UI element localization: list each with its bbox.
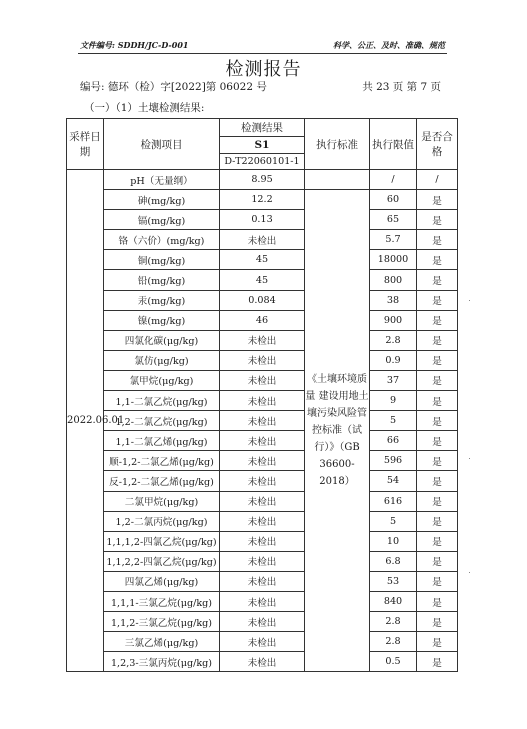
table-row: [67, 391, 458, 411]
pass-cell: /: [417, 170, 458, 190]
pass-cell: 是: [417, 230, 458, 250]
limit-cell: 5.7: [370, 230, 417, 250]
pass-cell: 是: [417, 591, 458, 611]
pass-cell: 是: [417, 632, 458, 652]
limit-cell: 616: [370, 491, 417, 511]
item-cell: 1,2-二氯丙烷(μg/kg): [104, 511, 220, 531]
pass-cell: 是: [417, 370, 458, 390]
table-row: [67, 330, 458, 350]
table-row: [67, 350, 458, 370]
result-cell: 未检出: [220, 230, 305, 250]
sample-id: S1: [220, 137, 305, 154]
pass-cell: 是: [417, 270, 458, 290]
result-cell: 未检出: [220, 491, 305, 511]
pass-cell: 是: [417, 451, 458, 471]
limit-cell: 0.9: [370, 350, 417, 370]
motto: 科学、公正、及时、准确、规范: [333, 40, 445, 50]
table-row: [67, 471, 458, 491]
result-cell: 未检出: [220, 431, 305, 451]
table-row: [67, 230, 458, 250]
limit-cell: 38: [370, 290, 417, 310]
limit-cell: 37: [370, 370, 417, 390]
pass-cell: 是: [417, 310, 458, 330]
item-cell: 1,1-二氯乙烯(μg/kg): [104, 431, 220, 451]
limit-cell: 9: [370, 391, 417, 411]
table-row: [67, 431, 458, 451]
result-cell: 0.13: [220, 210, 305, 230]
file-number: 文件编号: SDDH/JC-D-001: [80, 40, 189, 50]
report-title: 检测报告: [225, 59, 302, 80]
margin-mark: [469, 458, 470, 459]
result-cell: 未检出: [220, 591, 305, 611]
table-row: [67, 411, 458, 431]
table-row: [67, 190, 458, 210]
pass-cell: 是: [417, 652, 458, 672]
result-cell: 未检出: [220, 411, 305, 431]
limit-cell: /: [370, 170, 417, 190]
limit-cell: 596: [370, 451, 417, 471]
pass-cell: 是: [417, 431, 458, 451]
item-cell: 四氯化碳(μg/kg): [104, 330, 220, 350]
result-cell: 未检出: [220, 511, 305, 531]
standard-cell: 《土壤环境质量 建设用地土壤污染风险管控标准（试行）》（GB 36600-2018）: [305, 190, 370, 672]
limit-cell: 840: [370, 591, 417, 611]
table-row: [67, 632, 458, 652]
item-cell: 铬（六价）(mg/kg): [104, 230, 220, 250]
item-cell: 氯甲烷(μg/kg): [104, 370, 220, 390]
limit-cell: 54: [370, 471, 417, 491]
item-cell: 1,1,2-三氯乙烷(μg/kg): [104, 612, 220, 632]
result-cell: 0.084: [220, 290, 305, 310]
margin-mark: [469, 572, 470, 573]
limit-cell: 6.8: [370, 551, 417, 571]
item-cell: 二氯甲烷(μg/kg): [104, 491, 220, 511]
limit-cell: 900: [370, 310, 417, 330]
sample-date: 2022.06.01: [67, 170, 104, 672]
limit-cell: 5: [370, 411, 417, 431]
header-result: 检测结果: [220, 119, 305, 137]
limit-cell: 2.8: [370, 330, 417, 350]
result-cell: 未检出: [220, 612, 305, 632]
table-row: [67, 612, 458, 632]
pass-cell: 是: [417, 210, 458, 230]
limit-cell: 800: [370, 270, 417, 290]
pass-cell: 是: [417, 190, 458, 210]
table-row: [67, 451, 458, 471]
limit-cell: 2.8: [370, 612, 417, 632]
result-cell: 未检出: [220, 370, 305, 390]
table-row: [67, 551, 458, 571]
header-sample-date: 采样日期: [67, 119, 104, 170]
pass-cell: 是: [417, 250, 458, 270]
item-cell: 1,1-二氯乙烷(μg/kg): [104, 391, 220, 411]
table-row: [67, 310, 458, 330]
table-row: [67, 170, 458, 190]
item-cell: 汞(mg/kg): [104, 290, 220, 310]
header-divider: [78, 53, 447, 54]
report-code: 编号: 德环（检）字[2022]第 06022 号: [80, 81, 267, 93]
limit-cell: 2.8: [370, 632, 417, 652]
pass-cell: 是: [417, 350, 458, 370]
result-cell: 未检出: [220, 652, 305, 672]
pass-cell: 是: [417, 571, 458, 591]
item-cell: 1,2,3-三氯丙烷(μg/kg): [104, 652, 220, 672]
margin-mark: [469, 300, 470, 301]
result-cell: 未检出: [220, 391, 305, 411]
result-cell: 未检出: [220, 571, 305, 591]
standard-cell-empty: [305, 170, 370, 190]
header-test-item: 检测项目: [104, 119, 220, 170]
table-row: [67, 210, 458, 230]
result-cell: 未检出: [220, 531, 305, 551]
item-cell: 铜(mg/kg): [104, 250, 220, 270]
pass-cell: 是: [417, 511, 458, 531]
limit-cell: 60: [370, 190, 417, 210]
item-cell: 氯仿(μg/kg): [104, 350, 220, 370]
result-cell: 未检出: [220, 632, 305, 652]
table-row: [67, 290, 458, 310]
result-cell: 未检出: [220, 330, 305, 350]
item-cell: 反-1,2-二氯乙烯(μg/kg): [104, 471, 220, 491]
pass-cell: 是: [417, 391, 458, 411]
item-cell: 1,1,1-三氯乙烷(μg/kg): [104, 591, 220, 611]
table-row: [67, 571, 458, 591]
pass-cell: 是: [417, 551, 458, 571]
pass-cell: 是: [417, 290, 458, 310]
result-cell: 12.2: [220, 190, 305, 210]
table-row: [67, 491, 458, 511]
item-cell: 1,1,1,2-四氯乙烷(μg/kg): [104, 531, 220, 551]
table-row: [67, 250, 458, 270]
pass-cell: 是: [417, 411, 458, 431]
pass-cell: 是: [417, 612, 458, 632]
item-cell: 砷(mg/kg): [104, 190, 220, 210]
limit-cell: 0.5: [370, 652, 417, 672]
result-cell: 未检出: [220, 451, 305, 471]
item-cell: pH（无量纲）: [104, 170, 220, 190]
item-cell: 四氯乙烯(μg/kg): [104, 571, 220, 591]
item-cell: 三氯乙烯(μg/kg): [104, 632, 220, 652]
table-row: [67, 531, 458, 551]
pass-cell: 是: [417, 531, 458, 551]
pass-cell: 是: [417, 491, 458, 511]
sample-code: D-T22060101-1: [220, 154, 305, 170]
item-cell: 1,1,2,2-四氯乙烷(μg/kg): [104, 551, 220, 571]
item-cell: 镉(mg/kg): [104, 210, 220, 230]
limit-cell: 65: [370, 210, 417, 230]
limit-cell: 18000: [370, 250, 417, 270]
limit-cell: 53: [370, 571, 417, 591]
result-cell: 45: [220, 270, 305, 290]
table-row: [67, 370, 458, 390]
header-limit: 执行限值: [370, 119, 417, 170]
result-cell: 8.95: [220, 170, 305, 190]
header-standard: 执行标准: [305, 119, 370, 170]
result-cell: 未检出: [220, 350, 305, 370]
item-cell: 1,2-二氯乙烷(μg/kg): [104, 411, 220, 431]
item-cell: 镍(mg/kg): [104, 310, 220, 330]
result-cell: 46: [220, 310, 305, 330]
table-row: [67, 270, 458, 290]
limit-cell: 5: [370, 511, 417, 531]
limit-cell: 10: [370, 531, 417, 551]
table-row: [67, 652, 458, 672]
item-cell: 铅(mg/kg): [104, 270, 220, 290]
item-cell: 顺-1,2-二氯乙烯(μg/kg): [104, 451, 220, 471]
result-cell: 未检出: [220, 551, 305, 571]
results-table: [66, 118, 458, 672]
header-pass: 是否合格: [417, 119, 458, 170]
table-row: [67, 511, 458, 531]
section-heading: （一）（1）土壤检测结果:: [84, 102, 205, 114]
table-row: [67, 591, 458, 611]
limit-cell: 66: [370, 431, 417, 451]
result-cell: 未检出: [220, 471, 305, 491]
page-indicator: 共 23 页 第 7 页: [362, 81, 441, 93]
pass-cell: 是: [417, 471, 458, 491]
result-cell: 45: [220, 250, 305, 270]
pass-cell: 是: [417, 330, 458, 350]
